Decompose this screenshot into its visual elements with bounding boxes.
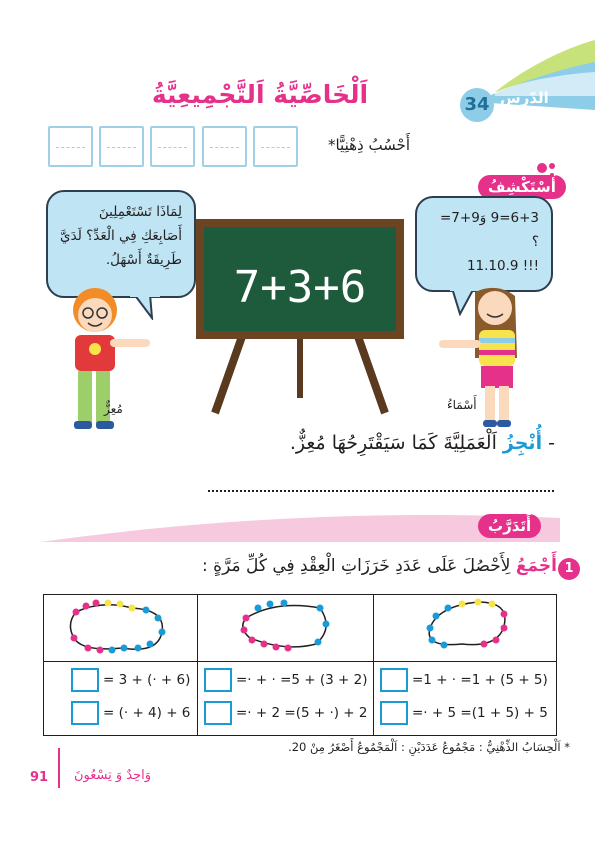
answer-box[interactable]: [202, 126, 247, 167]
bead-necklace-illustration: [62, 598, 174, 658]
exercise-instruction: [60, 556, 557, 576]
table-divider: [373, 594, 374, 736]
explore-task: [30, 432, 555, 454]
bubble-line: أَصَابِعَكِ فِي الْعَدِّ؟ لَدَيَّ: [60, 228, 182, 244]
equation: [71, 701, 190, 725]
bead-necklace-illustration: [236, 598, 336, 654]
table-divider: [43, 661, 557, 662]
task-prefix: -: [548, 432, 555, 454]
task-text: اَلْعَمَلِيَّةَ كَمَا سَيَقْتَرِحُهَا مُعِزٌّ.: [289, 432, 497, 454]
equation: [204, 701, 367, 725]
name-moez: مُعِزٌّ: [104, 402, 123, 416]
answer-box[interactable]: [204, 701, 232, 725]
page-number: 91: [30, 770, 49, 785]
equation: [204, 668, 367, 692]
equation: [380, 701, 548, 725]
exercise-number: 1: [558, 558, 580, 580]
exercise-verb: أَجْمَعُ: [515, 556, 557, 576]
bead-necklace-illustration: [418, 598, 518, 654]
answer-line[interactable]: [208, 490, 554, 492]
lesson-label: الدّرس: [500, 89, 549, 107]
name-asmaa: أَسْمَاءُ: [447, 398, 477, 412]
page-number-words: وَاحِدٌ وَ تِسْعُونَ: [74, 768, 152, 783]
answer-box[interactable]: [71, 668, 99, 692]
answer-box[interactable]: [99, 126, 144, 167]
page-title: اَلْخَاصِّيَّةُ اَلتَّجْمِيعِيَّةُ: [151, 80, 369, 109]
equation-text: =1 + · =1 + (5 + 5): [412, 672, 548, 688]
answer-box[interactable]: [204, 668, 232, 692]
equation-text: =· + · =5 + (3 + 2): [236, 672, 368, 688]
answer-box[interactable]: [71, 701, 99, 725]
sparkle-icon: [536, 160, 558, 182]
boy-character-illustration: [50, 285, 155, 435]
bubble-line: طَرِيقَةٌ أَسْهَلُ.: [105, 252, 182, 268]
answer-box[interactable]: [380, 701, 408, 725]
task-verb: أُنْجِزُ: [502, 432, 543, 454]
equation: [380, 668, 548, 692]
equation-text: =· + 5 =(1 + 5) + 5: [412, 705, 548, 721]
bubble-line: 6+3=9 وَ9+7= ؟: [439, 210, 539, 250]
chalkboard: [195, 218, 405, 418]
explore-tag: أَسْتَكْشِفُ: [478, 175, 566, 199]
mental-math-label: أَحْسُبُ ذِهْنِيًّا*: [327, 136, 410, 154]
lesson-number: 34: [460, 88, 494, 122]
footnote: * اَلْحِسَابُ الذِّهْنِيُّ : مَجْمُوعُ عَدَدَيْنِ : اَلْمَجْمُوعُ أَصْغَرُ مِنْ 20.: [288, 740, 570, 754]
equation-text: = 3 + (· + 6): [103, 672, 191, 688]
bubble-line: !!! 11.10.9: [466, 258, 539, 274]
answer-box[interactable]: [253, 126, 298, 167]
practice-tag: أَتَدَرَّبُ: [478, 514, 541, 538]
table-divider: [197, 594, 198, 736]
equation: [71, 668, 190, 692]
moez-speech-bubble: [46, 190, 196, 298]
chalkboard-text: 7+3+6: [233, 262, 367, 313]
asmaa-speech-bubble: [415, 196, 553, 292]
answer-box[interactable]: [150, 126, 195, 167]
exercise-text: لِأَحْصُلَ عَلَى عَدَدِ خَرَزَاتِ الْعِقْدِ فِي كُلِّ مَرَّةٍ :: [202, 556, 511, 576]
footer-divider: [58, 748, 60, 788]
answer-box[interactable]: [380, 668, 408, 692]
equation-text: = (· + 4) + 6: [103, 705, 191, 721]
equation-text: =· + 2 =(5 + ·) + 2: [236, 705, 368, 721]
bubble-line: لِمَاذَا تَسْتَعْمِلِينَ: [98, 204, 182, 220]
answer-box[interactable]: [48, 126, 93, 167]
